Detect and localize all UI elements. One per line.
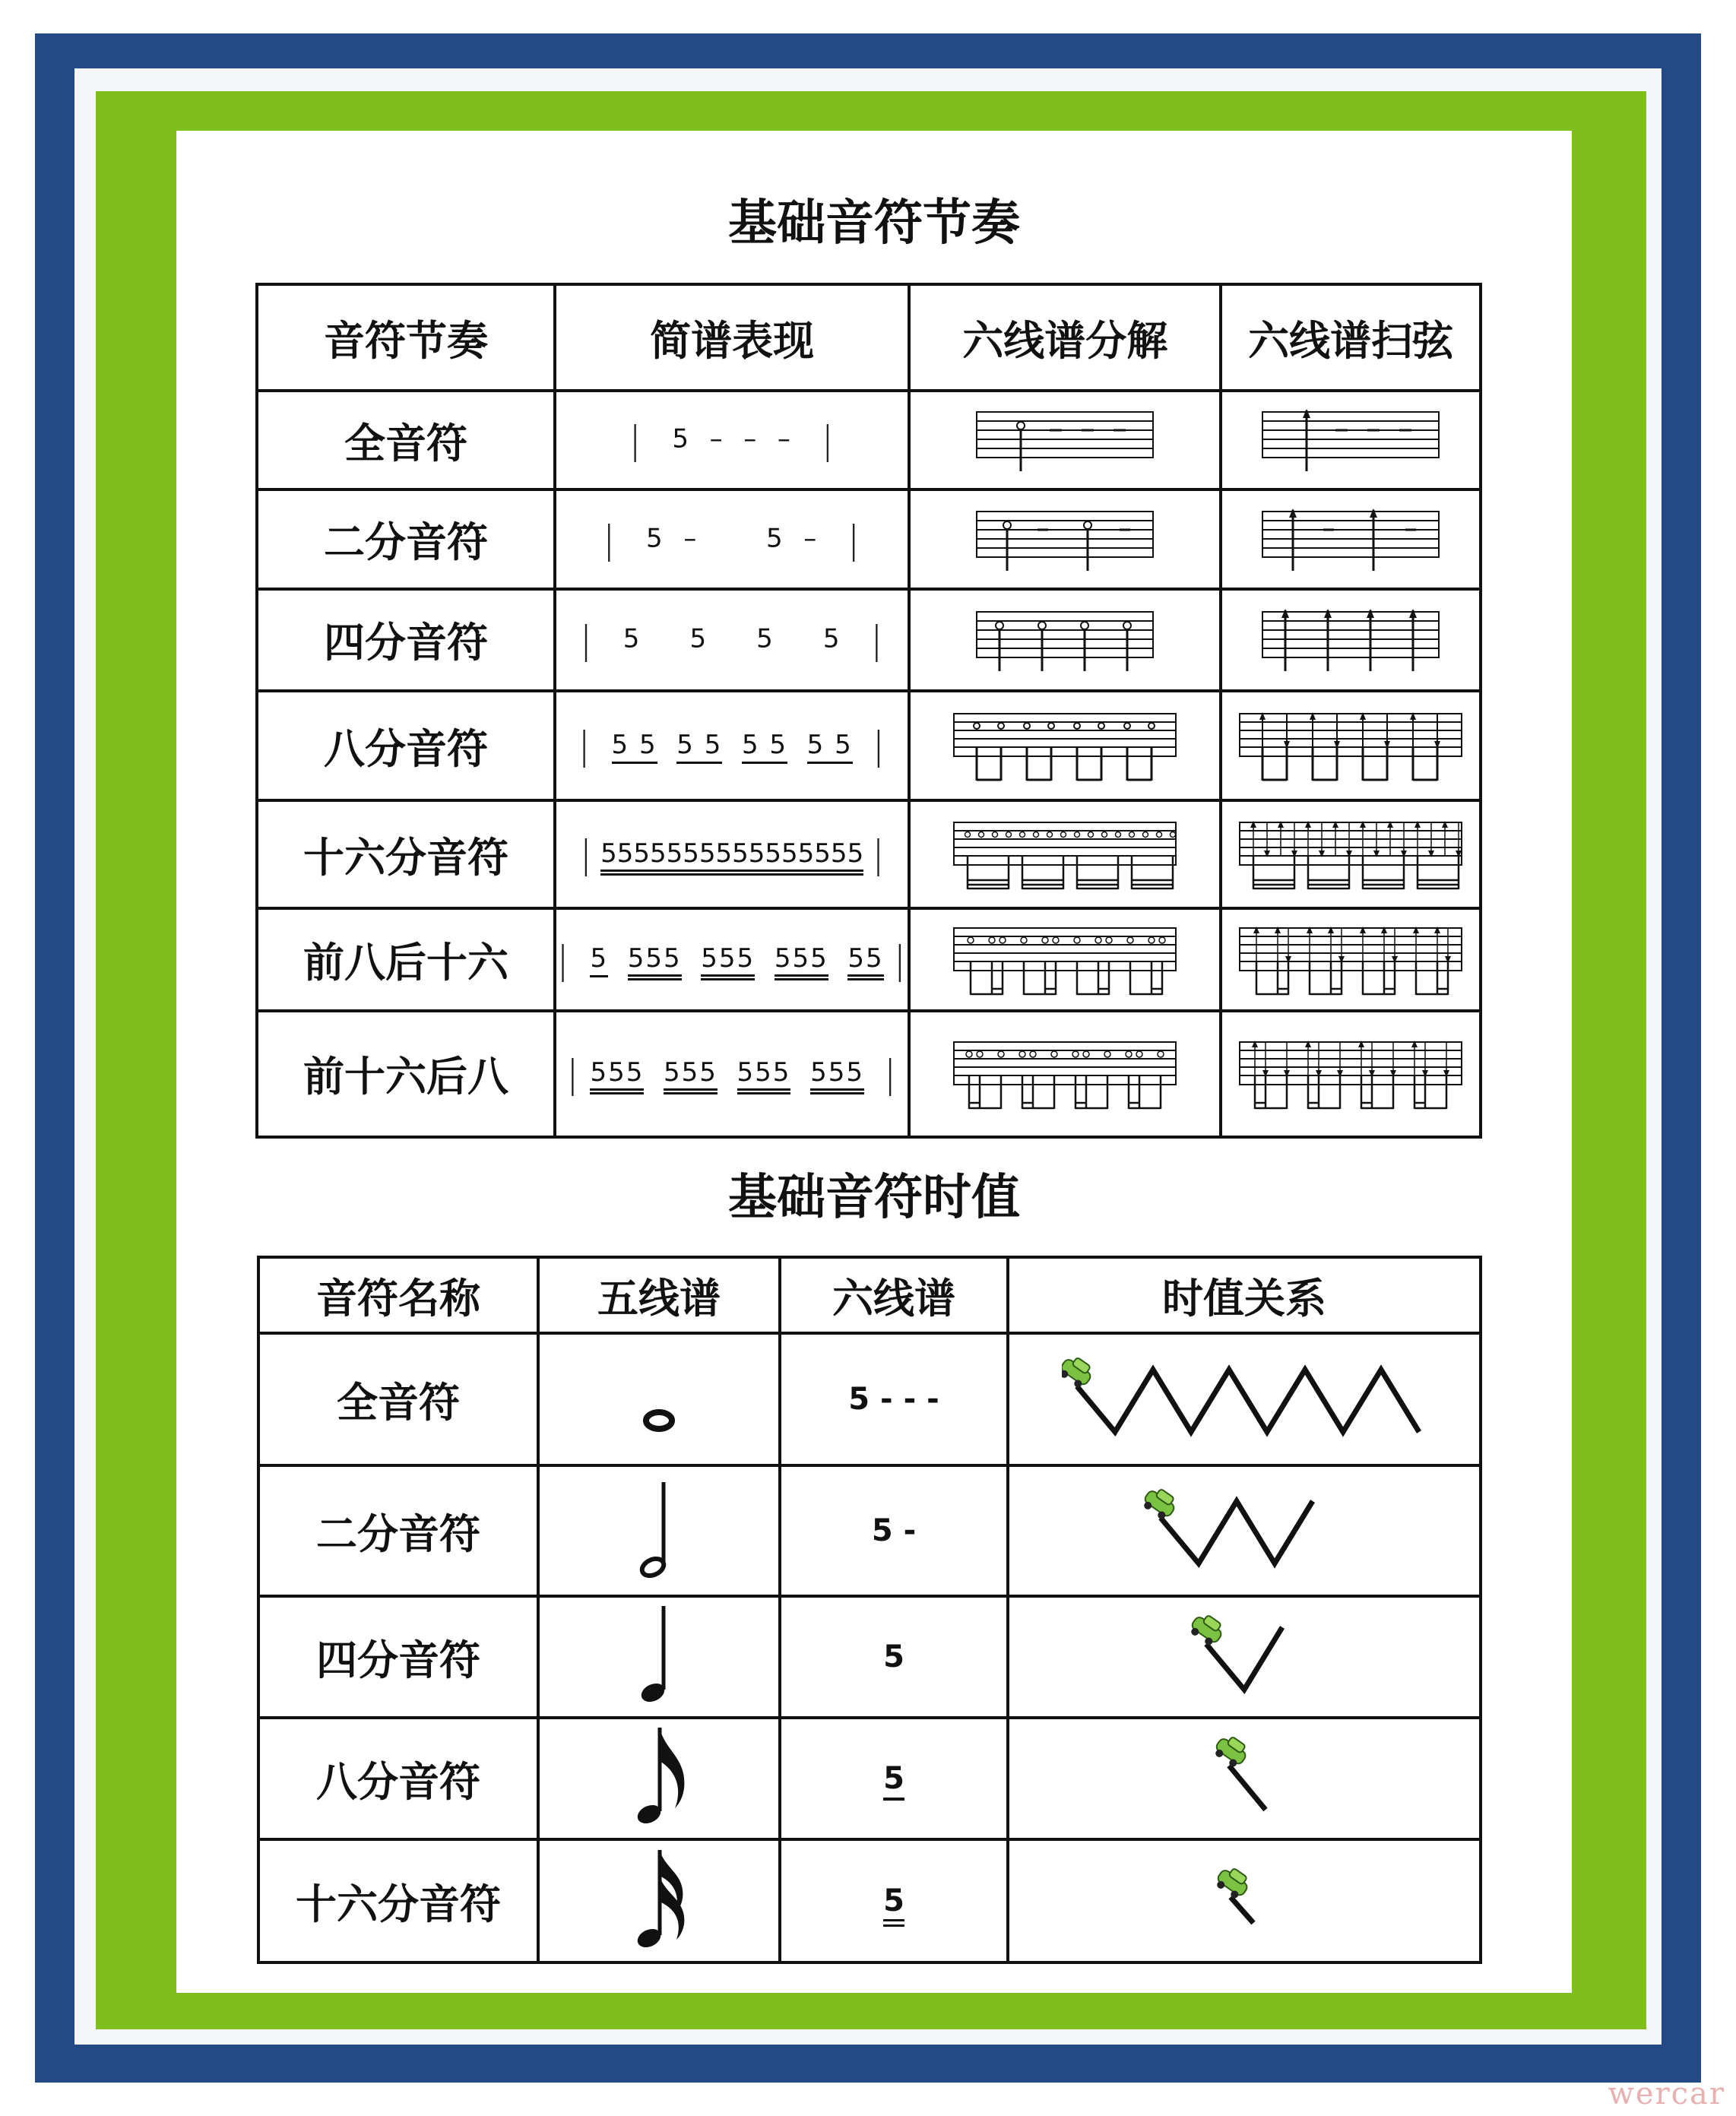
note-name: 十六分音符 bbox=[257, 800, 555, 908]
table-row bbox=[257, 489, 1481, 588]
note-name: 八分音符 bbox=[258, 1718, 538, 1839]
jianpu-group: – bbox=[777, 423, 792, 455]
whole-note-icon bbox=[629, 1337, 689, 1459]
watermark: wercar bbox=[1608, 2076, 1725, 2111]
jianpu-group: 555 bbox=[737, 1057, 791, 1094]
duration-relation-cell bbox=[1008, 1465, 1481, 1596]
rhythm-header-cell: 六线谱分解 bbox=[909, 284, 1221, 391]
staff-note-cell bbox=[538, 1718, 780, 1839]
table-row bbox=[258, 1596, 1481, 1718]
note-name: 四分音符 bbox=[257, 589, 555, 691]
tab-strum-cell bbox=[1221, 1011, 1481, 1137]
note-name: 二分音符 bbox=[257, 489, 555, 588]
rhythm-table bbox=[255, 283, 1482, 1139]
jianpu-group: 55 bbox=[847, 943, 883, 980]
jianpu-group: 5 bbox=[622, 623, 641, 654]
jianpu-cell: | 5 555 555 555 55 | bbox=[555, 908, 909, 1010]
table-row bbox=[257, 589, 1481, 691]
jianpu-group: 5555 bbox=[798, 838, 864, 876]
tab-notation-cell bbox=[780, 1465, 1008, 1596]
jianpu-group: 5555 bbox=[600, 838, 667, 876]
duration-header-cell: 五线谱 bbox=[538, 1257, 780, 1333]
sixteenth-note-icon bbox=[625, 1842, 693, 1956]
jianpu-group: 5 bbox=[689, 623, 708, 654]
jianpu-group: 5555 bbox=[732, 838, 798, 876]
tab-notation: 5 bbox=[883, 1761, 904, 1801]
tab-notation-cell bbox=[780, 1839, 1008, 1962]
tab-staff-icon bbox=[951, 708, 1179, 784]
jianpu-cell: | 5 5 5 5 | bbox=[555, 589, 909, 691]
note-name: 四分音符 bbox=[258, 1596, 538, 1718]
chart-page bbox=[176, 131, 1572, 1993]
tab-breakdown-cell bbox=[909, 489, 1221, 588]
jianpu-group: 5 bbox=[646, 523, 664, 554]
tab-notation: 5 bbox=[883, 1639, 904, 1674]
table-row bbox=[257, 800, 1481, 908]
jianpu-group: 5 bbox=[756, 623, 775, 654]
tab-notation: 5 - bbox=[871, 1513, 917, 1548]
car-icon bbox=[1212, 1735, 1251, 1770]
tab-staff-icon bbox=[1237, 708, 1465, 784]
jianpu-cell: | 555 555 555 555 | bbox=[555, 1011, 909, 1137]
table-row bbox=[258, 1839, 1481, 1962]
note-name: 八分音符 bbox=[257, 691, 555, 800]
tab-notation: 5 bbox=[883, 1883, 904, 1927]
jianpu-group: 555 bbox=[701, 943, 755, 980]
jianpu-cell: | 5 – – – | bbox=[555, 391, 909, 489]
jianpu-group: – bbox=[709, 423, 724, 455]
table-row bbox=[257, 908, 1481, 1010]
car-icon bbox=[1140, 1487, 1180, 1522]
jianpu-cell: | 5 – 5 – | bbox=[555, 489, 909, 588]
note-name: 全音符 bbox=[258, 1333, 538, 1465]
tab-staff-icon bbox=[1259, 606, 1442, 674]
duration-relation-cell bbox=[1008, 1596, 1481, 1718]
eighth-note-icon bbox=[625, 1720, 693, 1834]
duration-zigzag bbox=[1062, 1858, 1427, 1941]
tab-staff-icon bbox=[1237, 1036, 1465, 1112]
duration-header-cell: 时值关系 bbox=[1008, 1257, 1481, 1333]
jianpu-group: – bbox=[743, 423, 759, 455]
tab-breakdown-cell bbox=[909, 589, 1221, 691]
tab-staff-icon bbox=[1237, 816, 1465, 892]
car-icon bbox=[1187, 1614, 1227, 1649]
tab-strum-cell bbox=[1221, 800, 1481, 908]
jianpu-group: – bbox=[803, 523, 819, 554]
staff-note-cell bbox=[538, 1465, 780, 1596]
tab-strum-cell bbox=[1221, 391, 1481, 489]
jianpu-group: – bbox=[683, 523, 699, 554]
tab-staff-icon bbox=[1259, 406, 1442, 474]
jianpu-group: 555 bbox=[664, 1057, 718, 1094]
tab-strum-cell bbox=[1221, 589, 1481, 691]
tab-staff-icon bbox=[1259, 505, 1442, 574]
rhythm-header-cell: 六线谱扫弦 bbox=[1221, 284, 1481, 391]
jianpu-group: 5 bbox=[765, 523, 784, 554]
tab-breakdown-cell bbox=[909, 391, 1221, 489]
jianpu-group: 5 bbox=[590, 943, 608, 977]
tab-strum-cell bbox=[1221, 908, 1481, 1010]
duration-header-row bbox=[258, 1257, 1481, 1333]
table-row bbox=[257, 691, 1481, 800]
tab-breakdown-cell bbox=[909, 1011, 1221, 1137]
rhythm-header-cell: 音符节奏 bbox=[257, 284, 555, 391]
duration-header-cell: 音符名称 bbox=[258, 1257, 538, 1333]
jianpu-group: 5 bbox=[672, 423, 691, 455]
tab-notation-cell bbox=[780, 1718, 1008, 1839]
rhythm-header-cell: 简谱表现 bbox=[555, 284, 909, 391]
tab-breakdown-cell bbox=[909, 800, 1221, 908]
car-icon bbox=[1062, 1356, 1096, 1391]
duration-relation-cell bbox=[1008, 1839, 1481, 1962]
quarter-note-icon bbox=[629, 1598, 689, 1712]
duration-zigzag bbox=[1062, 1614, 1427, 1697]
rhythm-header-row bbox=[257, 284, 1481, 391]
duration-zigzag bbox=[1062, 1487, 1427, 1571]
tab-staff-icon bbox=[951, 816, 1179, 892]
tab-strum-cell bbox=[1221, 489, 1481, 588]
jianpu-group: 555 bbox=[810, 1057, 864, 1094]
duration-relation-cell bbox=[1008, 1718, 1481, 1839]
note-name: 前十六后八 bbox=[257, 1011, 555, 1137]
jianpu-group: 555 bbox=[775, 943, 828, 980]
tab-breakdown-cell bbox=[909, 691, 1221, 800]
tab-staff-icon bbox=[951, 1036, 1179, 1112]
table-row bbox=[258, 1465, 1481, 1596]
rhythm-title: 基础音符节奏 bbox=[728, 195, 1020, 252]
duration-title: 基础音符时值 bbox=[728, 1169, 1020, 1226]
table-row bbox=[257, 391, 1481, 489]
note-name: 全音符 bbox=[257, 391, 555, 489]
jianpu-group: 5 bbox=[822, 623, 841, 654]
jianpu-cell: | 5555555555555555 | bbox=[555, 800, 909, 908]
note-name: 十六分音符 bbox=[258, 1839, 538, 1962]
note-name: 前八后十六 bbox=[257, 908, 555, 1010]
tab-staff-icon bbox=[974, 406, 1156, 474]
table-row bbox=[257, 1011, 1481, 1137]
tab-strum-cell bbox=[1221, 691, 1481, 800]
staff-note-cell bbox=[538, 1839, 780, 1962]
car-icon bbox=[1213, 1864, 1253, 1902]
staff-note-cell bbox=[538, 1333, 780, 1465]
jianpu-group: 5 5 bbox=[742, 730, 787, 764]
table-row bbox=[258, 1718, 1481, 1839]
jianpu-group: 5 5 bbox=[676, 730, 722, 764]
half-note-icon bbox=[629, 1468, 689, 1590]
tab-breakdown-cell bbox=[909, 908, 1221, 1010]
note-name: 二分音符 bbox=[258, 1465, 538, 1596]
duration-table bbox=[257, 1256, 1482, 1964]
jianpu-cell: | 5 5 5 5 5 5 5 5 | bbox=[555, 691, 909, 800]
staff-note-cell bbox=[538, 1596, 780, 1718]
jianpu-group: 5555 bbox=[667, 838, 733, 876]
jianpu-group: 5 5 bbox=[612, 730, 657, 764]
tab-notation-cell bbox=[780, 1333, 1008, 1465]
duration-header-cell: 六线谱 bbox=[780, 1257, 1008, 1333]
jianpu-group: 555 bbox=[628, 943, 682, 980]
table-row bbox=[258, 1333, 1481, 1465]
tab-staff-icon bbox=[974, 606, 1156, 674]
jianpu-group: 555 bbox=[590, 1057, 644, 1094]
jianpu-group: 5 5 bbox=[807, 730, 853, 764]
tab-staff-icon bbox=[1237, 922, 1465, 998]
duration-zigzag bbox=[1062, 1735, 1427, 1819]
duration-zigzag bbox=[1062, 1356, 1427, 1440]
tab-notation: 5 - - - bbox=[848, 1382, 939, 1417]
duration-relation-cell bbox=[1008, 1333, 1481, 1465]
tab-staff-icon bbox=[974, 505, 1156, 574]
tab-staff-icon bbox=[951, 922, 1179, 998]
tab-notation-cell bbox=[780, 1596, 1008, 1718]
